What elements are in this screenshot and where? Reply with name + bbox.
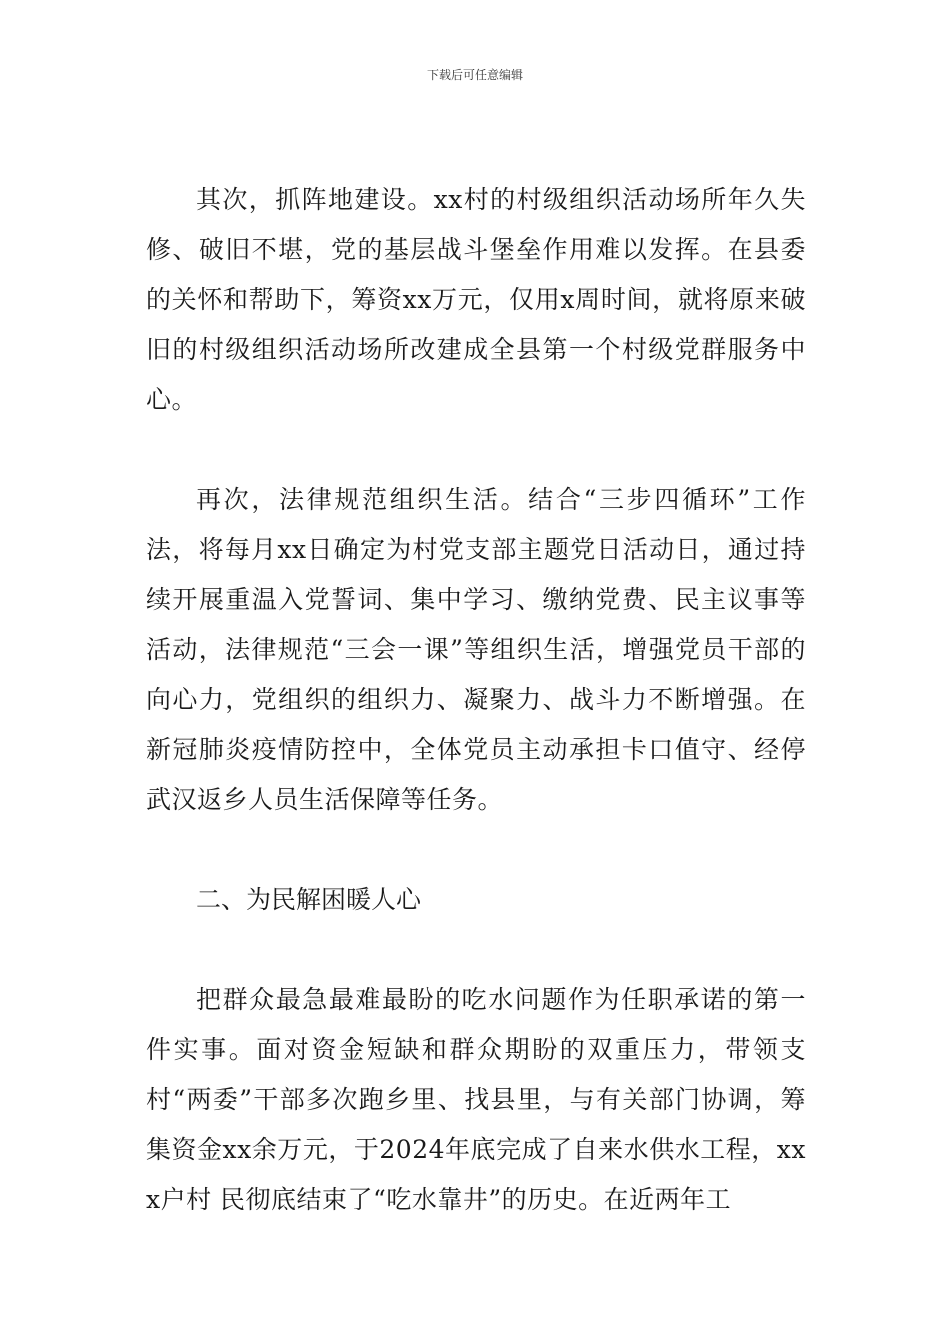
section-heading: 二、为民解困暖人心 [196, 885, 422, 914]
paragraph-position-building: 其次，抓阵地建设。xx村的村级组织活动场所年久失修、破旧不堪，党的基层战斗堡垒作用难以发挥。在县委的关怀和帮助下，筹资xx万元，仅用x周时间，就将原来破旧的村级组织活动场所改建成全县第一个村级党群服务中心。 [146, 185, 806, 414]
paragraph-organization-life: 再次，法律规范组织生活。结合“三步四循环”工作法，将每月xx日确定为村党支部主题党日活动日，通过持续开展重温入党誓词、集中学习、缴纳党费、民主议事等活动，法律规范“三会一课”等组织生活，增强党员干部的向心力，党组织的组织力、凝聚力、战斗力不断增强。在新冠肺炎疫情防控中，全体党员主动承担卡口值守、经停武汉返乡人员生活保障等任务。 [146, 485, 806, 814]
paragraph-water-project: 把群众最急最难最盼的吃水问题作为任职承诺的第一件实事。面对资金短缺和群众期盼的双重压力，带领支村“两委”干部多次跑乡里、找县里，与有关部门协调，筹集资金xx余万元，于2024年底完成了自来水供水工程，xxx户村 民彻底结束了“吃水靠井”的历史。在近两年工 [146, 985, 806, 1214]
document-body [146, 175, 806, 1225]
page-header: 下载后可任意编辑 [426, 68, 523, 82]
